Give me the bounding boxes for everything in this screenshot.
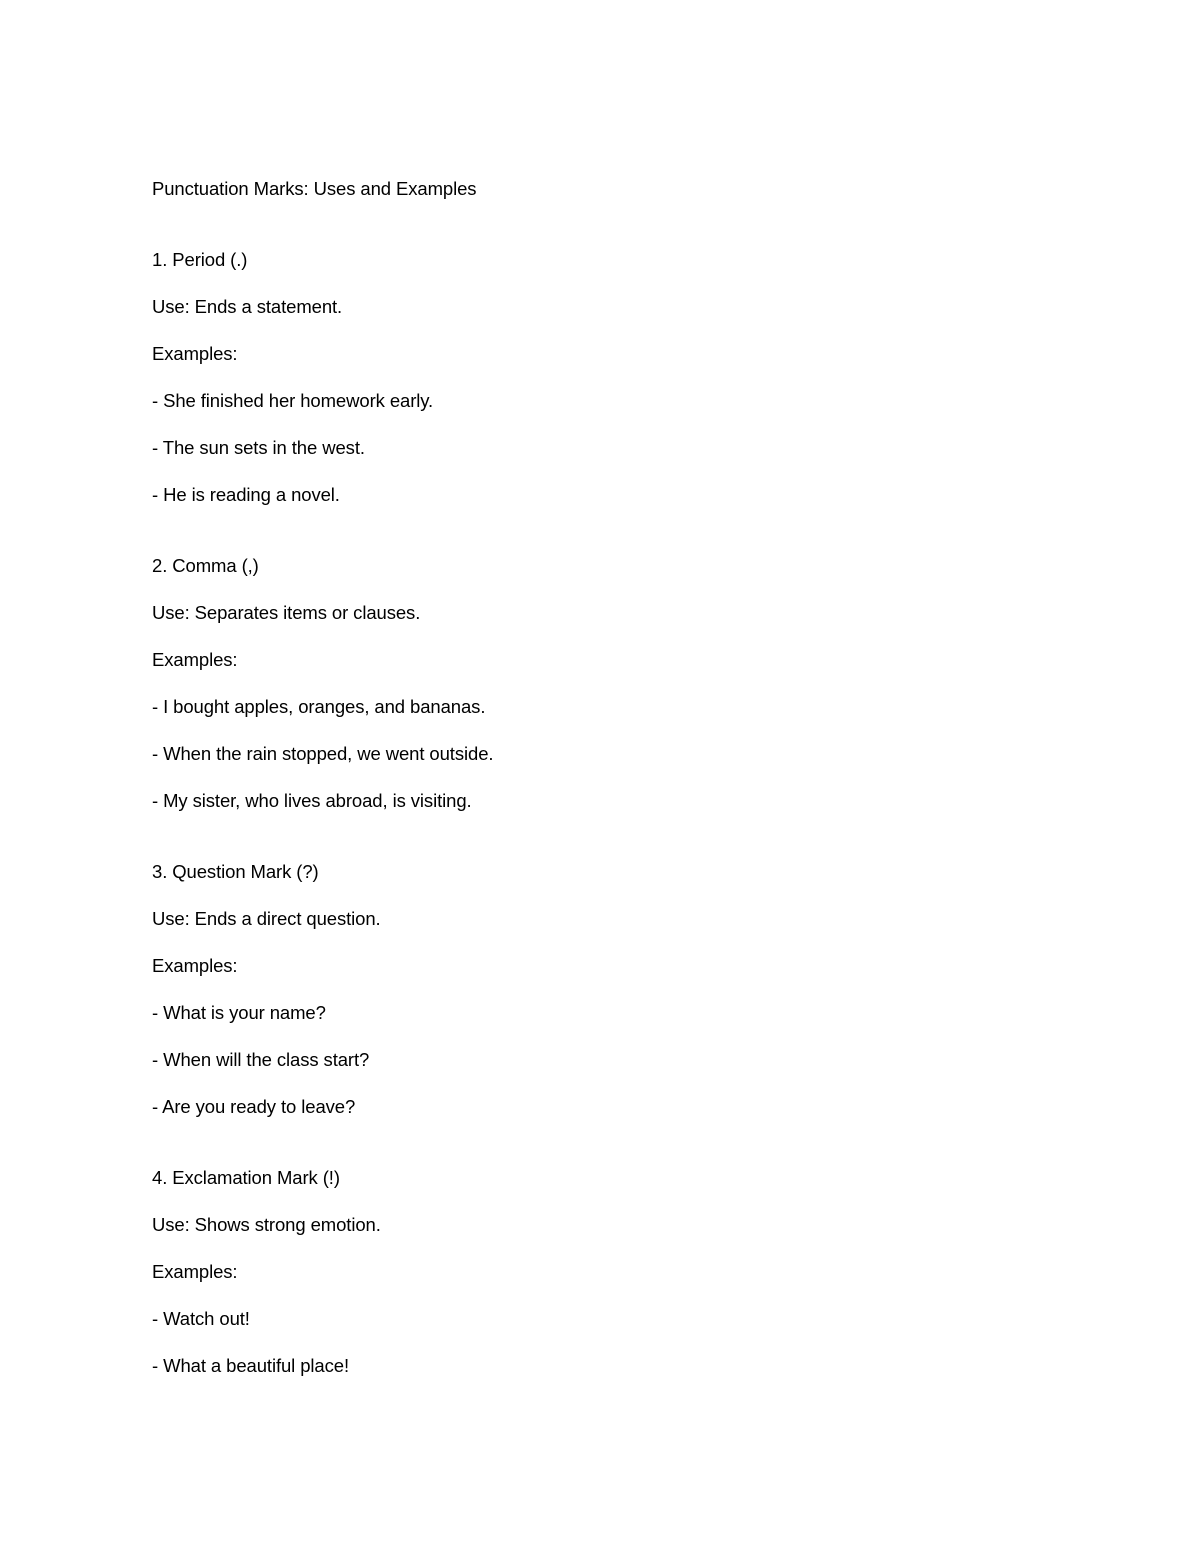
example-item: - Are you ready to leave? <box>152 1096 356 1117</box>
section-question-mark <box>152 859 1052 1120</box>
example-item: - My sister, who lives abroad, is visiting. <box>152 790 472 811</box>
example-item: - What is your name? <box>152 1002 326 1023</box>
examples-label: Examples: <box>152 649 238 670</box>
section-use: Use: Separates items or clauses. <box>152 602 421 623</box>
example-item: - I bought apples, oranges, and bananas. <box>152 696 486 717</box>
section-use: Use: Ends a statement. <box>152 296 343 317</box>
section-use: Use: Shows strong emotion. <box>152 1214 381 1235</box>
section-heading: 2. Comma (,) <box>152 555 259 576</box>
examples-label: Examples: <box>152 1261 238 1282</box>
example-item: - When the rain stopped, we went outside. <box>152 743 494 764</box>
document-body <box>152 176 1052 1400</box>
section-exclamation-mark <box>152 1165 1052 1379</box>
example-item: - When will the class start? <box>152 1049 370 1070</box>
examples-label: Examples: <box>152 955 238 976</box>
section-heading: 1. Period (.) <box>152 249 248 270</box>
section-heading: 4. Exclamation Mark (!) <box>152 1167 340 1188</box>
section-use: Use: Ends a direct question. <box>152 908 381 929</box>
section-heading: 3. Question Mark (?) <box>152 861 319 882</box>
example-item: - The sun sets in the west. <box>152 437 365 458</box>
example-item: - She finished her homework early. <box>152 390 434 411</box>
example-item: - He is reading a novel. <box>152 484 340 505</box>
examples-label: Examples: <box>152 343 238 364</box>
example-item: - Watch out! <box>152 1308 250 1329</box>
document-title: Punctuation Marks: Uses and Examples <box>152 178 477 199</box>
section-period <box>152 247 1052 508</box>
section-comma <box>152 553 1052 814</box>
example-item: - What a beautiful place! <box>152 1355 349 1376</box>
